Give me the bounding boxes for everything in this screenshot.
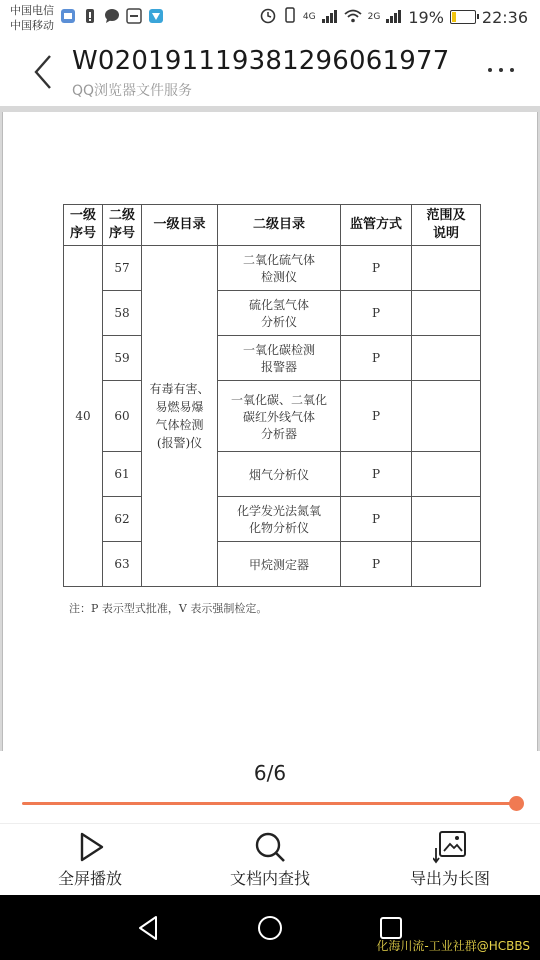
table-note: 注：P 表示型式批准，V 表示强制检定。 [69, 602, 268, 615]
back-arrow-icon [28, 52, 58, 92]
fullscreen-play-label: 全屏播放 [57, 869, 122, 888]
level2-category: 化学发光法氮氧 化物分析仪 [218, 497, 341, 542]
triangle-back-icon [134, 913, 164, 943]
page-slider-handle[interactable] [509, 796, 524, 811]
method-cell: P [341, 542, 412, 587]
battery-icon [450, 10, 476, 24]
app-header [0, 38, 540, 106]
level2-category: 二氧化硫气体 检测仪 [218, 246, 341, 291]
find-in-document-label: 文档内查找 [229, 869, 310, 888]
level2-number: 58 [103, 291, 142, 336]
battery-fill [452, 12, 456, 22]
carrier-2: 中国移动 [10, 19, 54, 32]
document-source: QQ浏览器文件服务 [72, 83, 193, 99]
header-level1-category: 一级目录 [142, 205, 218, 246]
battery-percent: 19% [408, 7, 444, 27]
level2-number: 62 [103, 497, 142, 542]
find-in-document-button[interactable] [200, 830, 340, 889]
page-number: 6/6 [253, 761, 287, 785]
bottom-toolbar [0, 823, 540, 896]
header-level1-no: 一级 序号 [64, 205, 103, 246]
signal-icon-1 [322, 8, 338, 27]
page-indicator [0, 751, 540, 823]
scope-cell [412, 336, 481, 381]
dot-icon [488, 68, 492, 72]
level1-number: 40 [64, 246, 103, 587]
scope-cell [412, 381, 481, 452]
document-viewer[interactable] [0, 106, 540, 751]
warning-icon [82, 8, 98, 24]
status-bar [0, 0, 540, 38]
level2-category: 一氧化碳检测 报警器 [218, 336, 341, 381]
level2-number: 60 [103, 381, 142, 452]
dot-icon [499, 68, 503, 72]
dot-icon [510, 68, 514, 72]
level2-category: 烟气分析仪 [218, 452, 341, 497]
table-row [64, 246, 481, 291]
scope-cell [412, 246, 481, 291]
scope-cell [412, 542, 481, 587]
network-2: 2G [367, 11, 381, 22]
scope-cell [412, 497, 481, 542]
level2-category: 硫化氢气体 分析仪 [218, 291, 341, 336]
watermark: 化海川流-工业社群@HCBBS [376, 939, 530, 953]
method-cell: P [341, 497, 412, 542]
message-icon [104, 8, 120, 24]
app-icon [148, 8, 164, 24]
search-icon [253, 830, 287, 864]
alarm-icon [259, 6, 277, 28]
notification-icons [60, 8, 164, 24]
method-cell: P [341, 246, 412, 291]
header-level2-no: 二级 序号 [103, 205, 142, 246]
play-icon [73, 830, 107, 864]
sim-icon [126, 8, 142, 24]
table-row [64, 291, 481, 336]
scope-cell [412, 291, 481, 336]
table-row [64, 381, 481, 452]
table-row [64, 452, 481, 497]
document-page [2, 112, 538, 751]
system-nav-bar [0, 895, 540, 960]
nav-back-button[interactable] [134, 913, 164, 943]
level2-number: 61 [103, 452, 142, 497]
document-title: W020191119381296061977 [72, 46, 450, 76]
header-level2-category: 二级目录 [218, 205, 341, 246]
export-long-image-button[interactable] [380, 830, 520, 889]
nav-home-button[interactable] [255, 913, 285, 943]
level2-category: 一氧化碳、二氧化 碳红外线气体 分析器 [218, 381, 341, 452]
table-header-row [64, 205, 481, 246]
method-cell: P [341, 291, 412, 336]
scope-cell [412, 452, 481, 497]
regulation-table [63, 204, 481, 587]
status-right [259, 6, 528, 28]
clock: 22:36 [481, 7, 528, 27]
method-cell: P [341, 336, 412, 381]
circle-home-icon [255, 913, 285, 943]
carrier-info [10, 3, 54, 33]
signal-icon-2 [386, 8, 402, 27]
table-row [64, 497, 481, 542]
wifi-icon [344, 8, 362, 27]
page-slider-track[interactable] [22, 802, 516, 805]
network-1: 4G [302, 11, 316, 22]
level2-number: 63 [103, 542, 142, 587]
back-button[interactable] [28, 52, 58, 92]
export-long-image-label: 导出为长图 [409, 869, 490, 888]
export-image-icon [433, 830, 467, 864]
table-row [64, 542, 481, 587]
level2-number: 57 [103, 246, 142, 291]
level2-category: 甲烷测定器 [218, 542, 341, 587]
header-method: 监管方式 [341, 205, 412, 246]
carrier-1: 中国电信 [10, 4, 54, 17]
method-cell: P [341, 381, 412, 452]
level2-number: 59 [103, 336, 142, 381]
more-menu-button[interactable] [488, 68, 514, 72]
level1-category: 有毒有害、 易燃易爆 气体检测 (报警)仪 [142, 246, 218, 587]
vibrate-icon [283, 6, 297, 28]
table-row [64, 336, 481, 381]
app-notification-icon [60, 8, 76, 24]
method-cell: P [341, 452, 412, 497]
fullscreen-play-button[interactable] [20, 830, 160, 889]
header-scope: 范围及 说明 [412, 205, 481, 246]
